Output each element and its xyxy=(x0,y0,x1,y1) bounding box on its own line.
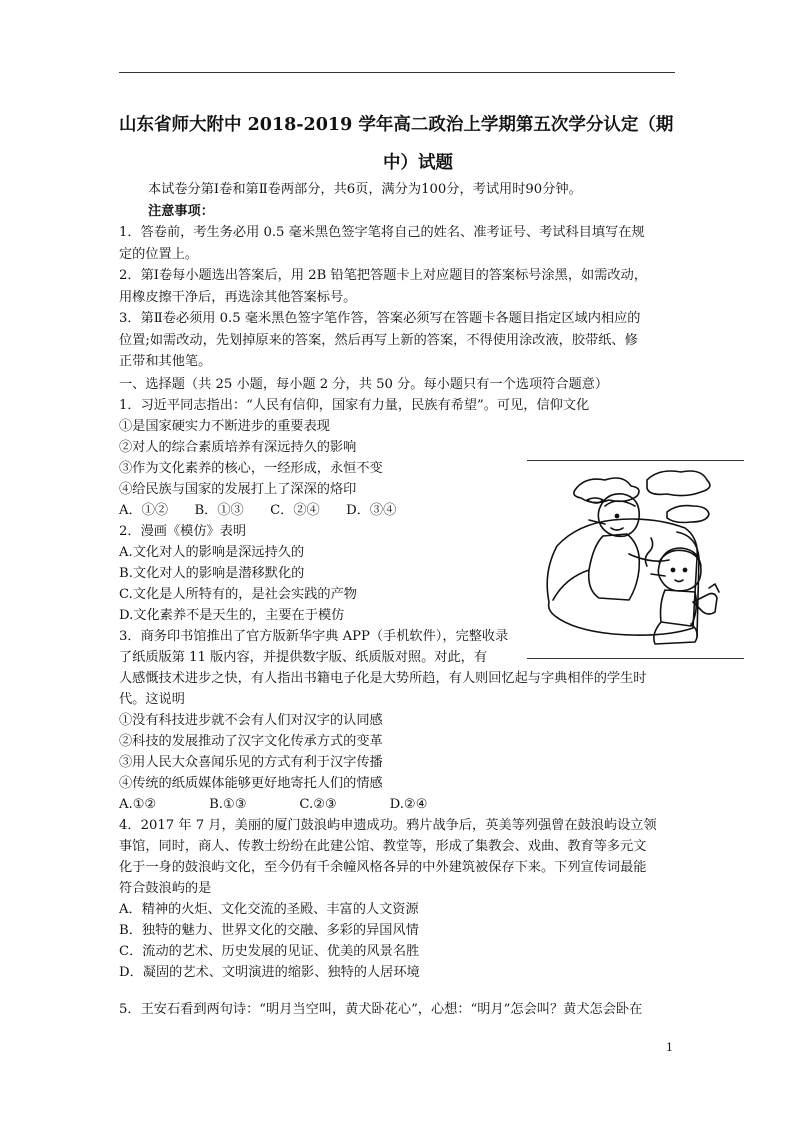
question-line: 1．习近平同志指出：“人民有信仰，国家有力量，民族有希望”。可见，信仰文化 xyxy=(119,398,590,413)
question-line: 5．王安石看到两句诗：“明月当空叫，黄犬卧花心”，心想：“明月”怎会叫？黄犬怎会卧在 xyxy=(119,1002,643,1017)
page-number: 1 xyxy=(666,1041,673,1054)
question-line: 3．商务印书馆推出了官方版新华字典 APP（手机软件），完整收录 xyxy=(119,629,509,644)
question-line: B．独特的魅力、世界文化的交融、多彩的异国风情 xyxy=(119,923,419,938)
notice-line: 3．第Ⅱ卷必须用 0.5 毫米黑色签字笔作答，答案必须写在答题卡各题目指定区域内相应的 xyxy=(119,311,641,326)
notice-line: 位置;如需改动，先划掉原来的答案，然后再写上新的答案，不得使用涂改液，胶带纸、修 xyxy=(119,333,638,348)
question-line: ④给民族与国家的发展打上了深深的烙印 xyxy=(119,482,357,497)
question-line: 了纸质版第 11 版内容，并提供数字版、纸质版对照。对此，有 xyxy=(119,650,488,665)
question-line: D.文化素养不是天生的，主要在于模仿 xyxy=(119,608,345,623)
exam-intro: 本试卷分第Ⅰ卷和第Ⅱ卷两部分，共6页，满分为100分，考试用时90分钟。 xyxy=(148,182,582,197)
question-line: 人感慨技术进步之快，有人指出书籍电子化是大势所趋，有人则回忆起与字典相伴的学生时 xyxy=(119,671,647,686)
notice-line: 定的位置上。 xyxy=(119,247,199,262)
cartoon-bottom-rule xyxy=(527,658,744,659)
question-line: C.文化是人所特有的，是社会实践的产物 xyxy=(119,587,357,602)
notice-line: 2．第Ⅰ卷每小题选出答案后，用 2B 铅笔把答题卡上对应题目的答案标号涂黑，如需改动， xyxy=(119,268,647,283)
question-line: 符合鼓浪屿的是 xyxy=(119,881,212,896)
question-line: ④传统的纸质媒体能够更好地寄托人们的情感 xyxy=(119,776,383,791)
question-line: B.文化对人的影响是潜移默化的 xyxy=(119,566,305,581)
notice-line: 1．答卷前，考生务必用 0.5 毫米黑色签字笔将自己的姓名、准考证号、考试科目填写在规 xyxy=(119,225,645,240)
cartoon-top-rule xyxy=(527,460,744,461)
question-line: ③作为文化素养的核心，一经形成，永恒不变 xyxy=(119,461,383,476)
header-rule xyxy=(119,72,675,73)
question-line: 2．漫画《模仿》表明 xyxy=(119,524,247,539)
question-line: ②科技的发展推动了汉字文化传承方式的变革 xyxy=(119,734,383,749)
question-line: D．凝固的艺术、文明演进的缩影、独特的人居环境 xyxy=(119,965,420,980)
question-line: C．流动的艺术、历史发展的见证、优美的风景名胜 xyxy=(119,944,420,959)
question-line: 化于一身的鼓浪屿文化，至今仍有千余幢风格各异的中外建筑被保存下来。下列宣传词最能 xyxy=(119,860,647,875)
section-heading: 一、选择题（共 25 小题，每小题 2 分，共 50 分。每小题只有一个选项符合题意） xyxy=(119,377,609,392)
question-line: A．精神的火炬、文化交流的圣殿、丰富的人文资源 xyxy=(119,902,419,917)
notice-line: 用橡皮擦干净后，再选涂其他答案标号。 xyxy=(119,290,357,305)
cartoon-imitation-illustration xyxy=(527,462,744,658)
question-line: 事馆，同时，商人、传教士纷纷在此建公馆、教堂等，形成了集教会、戏曲、教育等多元文 xyxy=(119,839,647,854)
page-title-line2: 中）试题 xyxy=(383,153,453,173)
question-line: A.①② B.①③ C.②③ D.②④ xyxy=(119,797,428,812)
notice-heading: 注意事项： xyxy=(148,204,214,219)
question-line: 4．2017 年 7 月，美丽的厦门鼓浪屿申遗成功。鸦片战争后，英美等列强曾在鼓浪屿设立领 xyxy=(119,818,657,833)
question-line: ③用人民大众喜闻乐见的方式有利于汉字传播 xyxy=(119,755,383,770)
question-line: 代。这说明 xyxy=(119,692,185,707)
question-line: ①没有科技进步就不会有人们对汉字的认同感 xyxy=(119,713,383,728)
question-line: A.文化对人的影响是深远持久的 xyxy=(119,545,305,560)
notice-line: 正带和其他笔。 xyxy=(119,354,212,369)
question-line: ②对人的综合素质培养有深远持久的影响 xyxy=(119,440,357,455)
question-line: ①是国家硬实力不断进步的重要表现 xyxy=(119,419,330,434)
page-title-line1: 山东省师大附中 2018-2019 学年高二政治上学期第五次学分认定（期 xyxy=(119,115,674,135)
question-line: A．①② B．①③ C．②④ D．③④ xyxy=(119,503,397,518)
